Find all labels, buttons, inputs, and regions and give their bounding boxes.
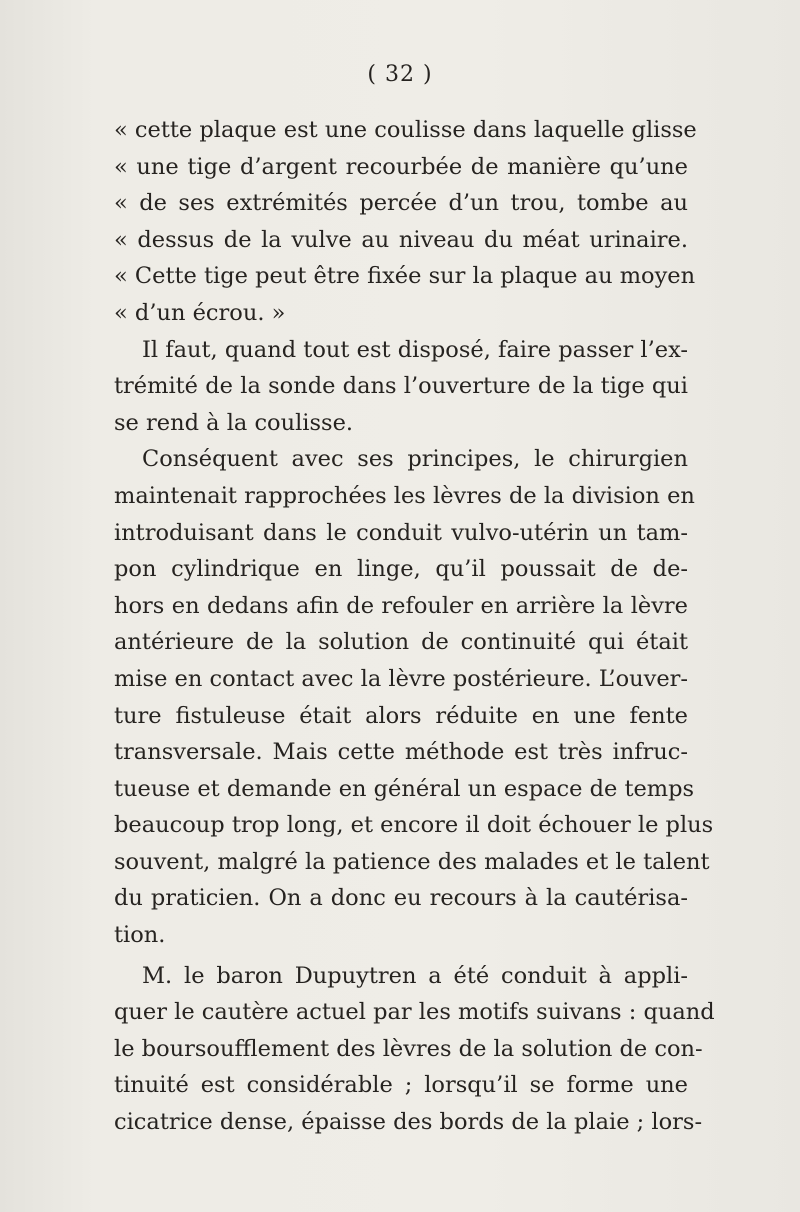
text-line: trémité de la sonde dans l’ouverture de la tige qui xyxy=(114,373,688,400)
text-line: quer le cautère actuel par les motifs suivans : quand xyxy=(114,999,715,1026)
text-line: cicatrice dense, épaisse des bords de la plaie ; lors- xyxy=(114,1109,703,1136)
text-line: pon cylindrique en linge, qu’il poussait de de- xyxy=(114,556,688,583)
body-text xyxy=(114,112,715,1141)
text-line: maintenait rapprochées les lèvres de la division en xyxy=(114,482,695,509)
text-line: le boursoufflement des lèvres de la solution de con- xyxy=(114,1035,703,1062)
page-number: ( 32 ) xyxy=(367,62,433,87)
text-line: « une tige d’argent recourbée de manière qu’une xyxy=(114,153,688,180)
text-line: Il faut, quand tout est disposé, faire passer l’ex- xyxy=(142,336,688,363)
text-line: « d’un écrou. » xyxy=(114,299,286,326)
text-line: mise en contact avec la lèvre postérieure. L’ouver- xyxy=(114,665,688,692)
text-line: tinuité est considérable ; lorsqu’il se forme une xyxy=(114,1072,688,1099)
text-line: ture fistuleuse était alors réduite en une fente xyxy=(114,702,688,729)
text-line: souvent, malgré la patience des malades et le talent xyxy=(114,848,710,875)
text-line: du praticien. On a donc eu recours à la cautérisa- xyxy=(114,885,688,912)
text-line: antérieure de la solution de continuité qui était xyxy=(114,629,688,656)
text-line: Conséquent avec ses principes, le chirurgien xyxy=(142,446,688,473)
text-line: « de ses extrémités percée d’un trou, tombe au xyxy=(114,190,688,217)
text-line: « Cette tige peut être fixée sur la plaque au moyen xyxy=(114,263,696,290)
text-line: beaucoup trop long, et encore il doit échouer le plus xyxy=(114,812,714,839)
text-line: tion. xyxy=(114,922,166,949)
text-line: transversale. Mais cette méthode est très infruc- xyxy=(114,739,688,766)
text-line: tueuse et demande en général un espace de temps xyxy=(114,775,695,802)
text-line: « cette plaque est une coulisse dans laquelle glisse xyxy=(114,117,697,143)
text-line: « dessus de la vulve au niveau du méat urinaire. xyxy=(114,226,688,253)
text-line: se rend à la coulisse. xyxy=(114,409,354,436)
text-line: hors en dedans afin de refouler en arrière la lèvre xyxy=(114,592,688,619)
text-line: M. le baron Dupuytren a été conduit à appli- xyxy=(142,962,688,989)
text-line: introduisant dans le conduit vulvo-utérin un tam- xyxy=(114,519,688,546)
